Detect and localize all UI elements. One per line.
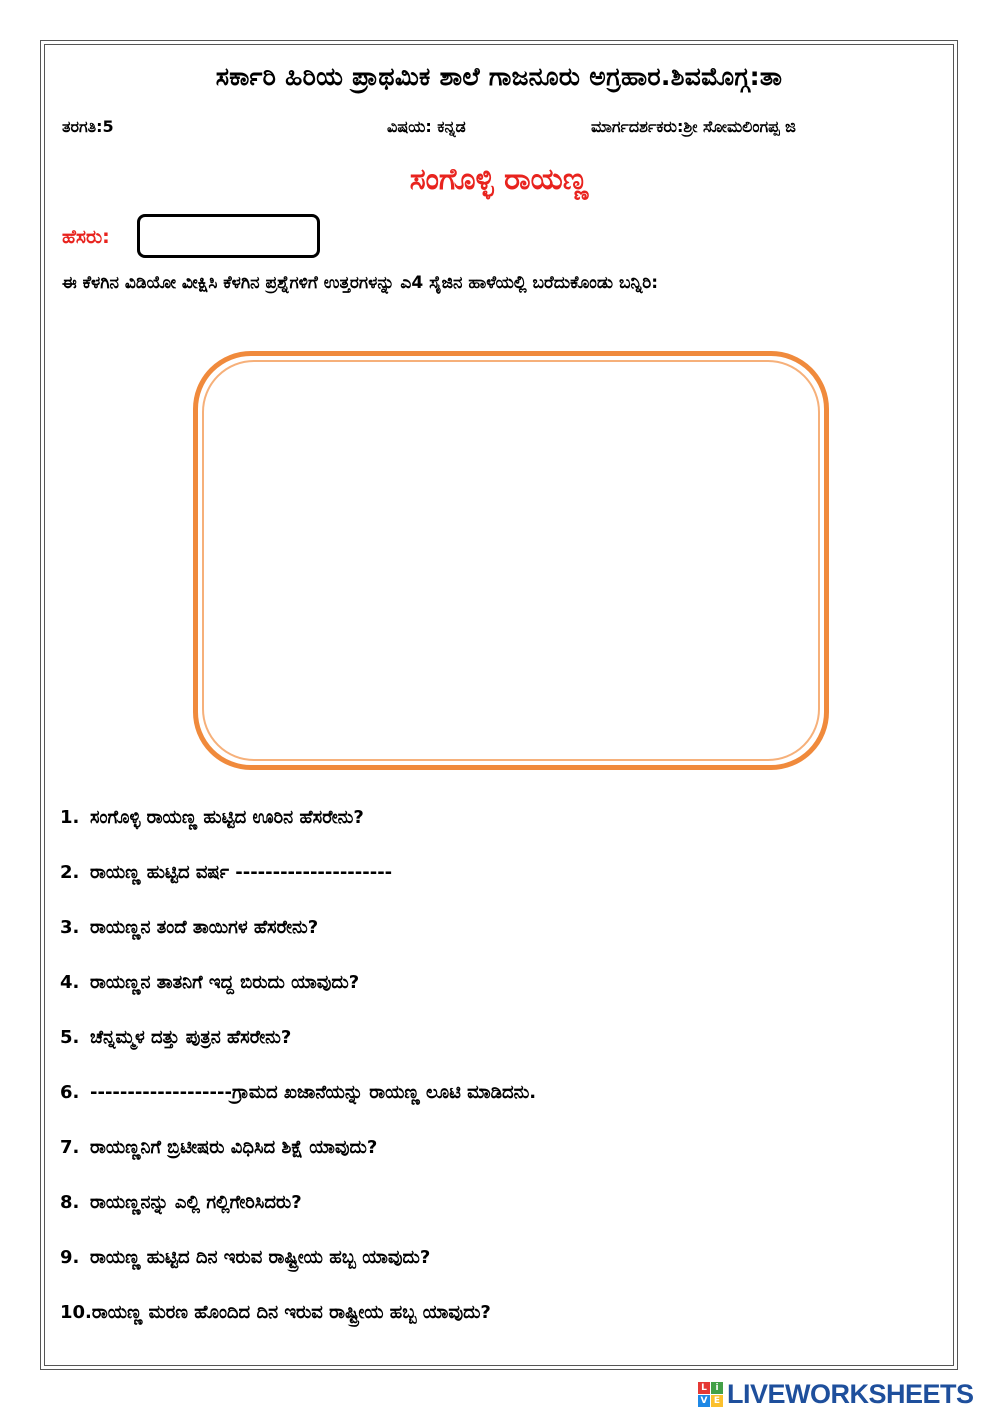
- question-item: [60, 900, 536, 955]
- question-item: [60, 1285, 536, 1340]
- question-item: [60, 845, 536, 900]
- worksheet-title: ಸಂಗೊಳ್ಳಿ ರಾಯಣ್ಣ: [409, 162, 589, 197]
- question-text: ರಾಯಣ್ಣನ ತಂದೆ ತಾಯಿಗಳ ಹೆಸರೇನು?: [90, 917, 319, 938]
- question-text: ರಾಯಣ್ಣ ಹುಟ್ಟಿದ ದಿನ ಇರುವ ರಾಷ್ಟ್ರೀಯ ಹಬ್ಬ ಯಾವುದು?: [90, 1247, 431, 1268]
- question-number: 6.: [60, 1082, 80, 1103]
- logo-letter: V: [698, 1395, 710, 1407]
- question-text: ರಾಯಣ್ಣ ಮರಣ ಹೊಂದಿದ ದಿನ ಇರುವ ರಾಷ್ಟ್ರೀಯ ಹಬ್ಬ ಯಾವುದು?: [91, 1302, 491, 1323]
- question-text: ರಾಯಣ್ಣ ಹುಟ್ಟಿದ ವರ್ಷ ---------------------: [90, 862, 393, 883]
- question-number: 1.: [60, 807, 80, 828]
- instruction-text: ಈ ಕೆಳಗಿನ ವಿಡಿಯೋ ವೀಕ್ಷಿಸಿ ಕೆಳಗಿನ ಪ್ರಶ್ನೆಗಳಿಗೆ ಉತ್ತರಗಳನ್ನು ಎ4 ಸೈಜಿನ ಹಾಳೆಯಲ್ಲಿ ಬರೆದುಕೊಂಡು ಬನ್ನಿರಿ:: [62, 273, 659, 293]
- question-number: 8.: [60, 1192, 80, 1213]
- question-number: 5.: [60, 1027, 80, 1048]
- question-number: 3.: [60, 917, 80, 938]
- name-input[interactable]: [137, 214, 320, 258]
- question-item: [60, 1120, 536, 1175]
- question-text: -------------------ಗ್ರಾಮದ ಖಜಾನೆಯನ್ನು ರಾಯಣ್ಣ ಲೂಟಿ ಮಾಡಿದನು.: [90, 1082, 537, 1103]
- question-text: ರಾಯಣ್ಣನನ್ನು ಎಲ್ಲಿ ಗಲ್ಲಿಗೇರಿಸಿದರು?: [90, 1192, 302, 1213]
- logo-letter: i: [711, 1382, 723, 1394]
- guide-label: ಮಾರ್ಗದರ್ಶಕರು:ಶ್ರೀ ಸೋಮಲಿಂಗಪ್ಪ ಜಿ: [591, 117, 796, 136]
- question-item: [60, 1010, 536, 1065]
- question-number: 9.: [60, 1247, 80, 1268]
- name-label: ಹೆಸರು:: [62, 226, 110, 248]
- video-frame[interactable]: [193, 351, 829, 770]
- subject-label: ವಿಷಯ: ಕನ್ನಡ: [387, 117, 466, 136]
- question-text: ರಾಯಣ್ಣನಿಗೆ ಬ್ರಿಟೀಷರು ವಿಧಿಸಿದ ಶಿಕ್ಷೆ ಯಾವುದು?: [90, 1137, 378, 1158]
- question-list: [60, 790, 536, 1340]
- question-item: [60, 955, 536, 1010]
- logo-letter: L: [698, 1382, 710, 1394]
- question-item: [60, 1230, 536, 1285]
- question-text: ಸಂಗೊಳ್ಳಿ ರಾಯಣ್ಣ ಹುಟ್ಟಿದ ಊರಿನ ಹೆಸರೇನು?: [90, 807, 364, 828]
- class-label: ತರಗತಿ:5: [62, 117, 114, 136]
- question-number: 2.: [60, 862, 80, 883]
- question-number: 10.: [60, 1302, 92, 1323]
- logo-text: LIVEWORKSHEETS: [727, 1378, 974, 1409]
- logo-mark-icon: [698, 1382, 723, 1407]
- question-item: [60, 1065, 536, 1120]
- school-name: ಸರ್ಕಾರಿ ಹಿರಿಯ ಪ್ರಾಥಮಿಕ ಶಾಲೆ ಗಾಜನೂರು ಅಗ್ರಹಾರ.ಶಿವಮೊಗ್ಗ:ತಾ: [215, 62, 783, 91]
- question-text: ಚೆನ್ನಮ್ಮಳ ದತ್ತು ಪುತ್ರನ ಹೆಸರೇನು?: [90, 1027, 292, 1048]
- question-text: ರಾಯಣ್ಣನ ತಾತನಿಗೆ ಇದ್ದ ಬಿರುದು ಯಾವುದು?: [90, 972, 360, 993]
- logo-letter: E: [711, 1395, 723, 1407]
- liveworksheets-logo[interactable]: [698, 1378, 974, 1410]
- question-number: 7.: [60, 1137, 80, 1158]
- question-item: [60, 1175, 536, 1230]
- question-number: 4.: [60, 972, 80, 993]
- question-item: [60, 790, 536, 845]
